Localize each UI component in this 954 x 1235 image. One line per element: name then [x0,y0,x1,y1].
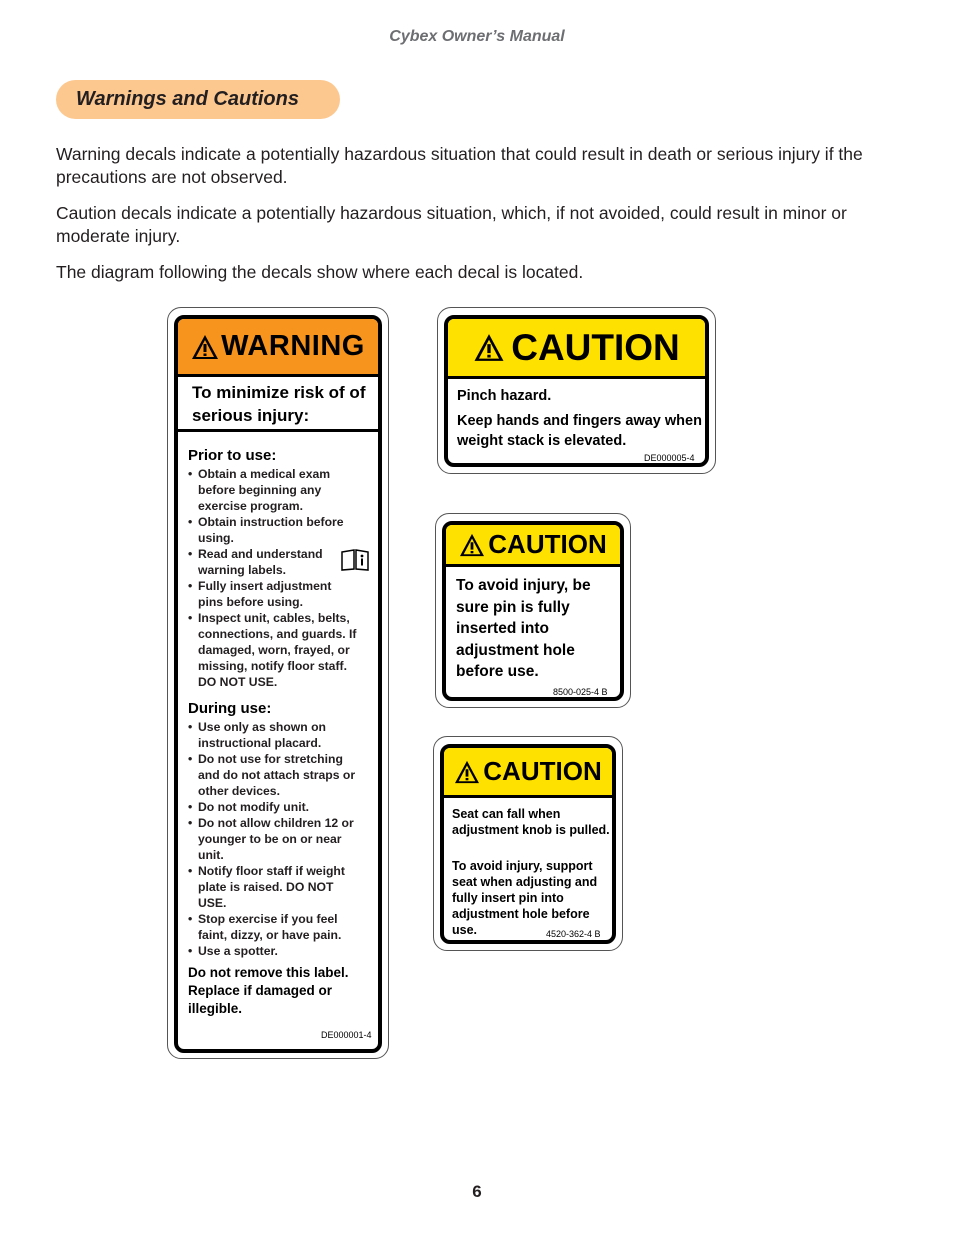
warning-triangle-icon [191,334,219,360]
caution-body: To avoid injury, be sure pin is fully inserted into adjustment hole before use. [456,577,591,680]
read-manual-icon [340,549,370,576]
list-item: • Inspect unit, cables, belts, connections, and guards. If damaged, worn, frayed, or missing, notify floor staff. DO NOT USE. [188,610,358,690]
list-item: • Read and understand warning labels. [188,546,328,578]
list-item: • Do not modify unit. [188,799,358,815]
warning-triangle-icon [459,533,485,557]
list-item: • Do not allow children 12 or younger to be on or near unit. [188,815,358,863]
list-item: • Fully insert adjustment pins before using. [188,578,358,610]
warning-signal-word: WARNING [221,330,365,362]
caution-body-2: To avoid injury, support seat when adjusting and fully insert pin into adjustment hole before use. [452,859,598,937]
caution-signal-word: CAUTION [488,529,607,559]
caution-banner [446,525,620,567]
caution-signal-word: CAUTION [483,756,602,786]
during-use-heading: During use: [188,700,272,717]
list-item: • Stop exercise if you feel faint, dizzy, or have pain. [188,911,358,943]
paragraph-diagram-note: The diagram following the decals show where each decal is located. [56,262,584,282]
warning-triangle-icon [454,760,480,784]
warning-divider [178,429,378,432]
warning-footer: Do not remove this label. Replace if damaged or illegible. [188,965,349,1016]
during-use-list [188,719,358,959]
caution-decal-code: 8500-025-4 B [553,687,608,697]
list-item: • Use a spotter. [188,943,358,959]
caution-line-1: Pinch hazard. [457,388,552,404]
list-item: • Use only as shown on instructional placard. [188,719,358,751]
prior-to-use-list [188,466,358,690]
running-header: Cybex Owner’s Manual [389,28,565,45]
caution-decal-code: DE000005-4 [644,453,695,463]
list-item: • Obtain a medical exam before beginning any exercise program. [188,466,358,514]
caution-decal-pin-insert [435,513,631,708]
warning-banner [178,319,378,377]
warning-decal-code: DE000001-4 [321,1030,372,1040]
page-number: 6 [472,1182,482,1201]
paragraph-warning-definition: Warning decals indicate a potentially hazardous situation that could result in death or serious injury if the precautions are not observed. [56,144,863,187]
caution-line-2: Keep hands and fingers away when weight stack is elevated. [457,413,702,449]
warning-headline: To minimize risk of of serious injury: [192,383,366,425]
caution-signal-word: CAUTION [511,326,680,368]
warning-triangle-icon [473,333,505,362]
section-title: Warnings and Cautions [56,80,340,119]
list-item: • Obtain instruction before using. [188,514,358,546]
warning-decal [167,307,389,1059]
prior-to-use-heading: Prior to use: [188,447,277,464]
caution-decal-code: 4520-362-4 B [546,929,601,939]
list-item: • Notify floor staff if weight plate is raised. DO NOT USE. [188,863,358,911]
caution-banner [444,748,612,798]
caution-body-1: Seat can fall when adjustment knob is pulled. [452,807,610,837]
caution-banner [448,319,705,379]
caution-decal-pinch-hazard [437,307,716,474]
caution-decal-seat-fall [433,736,623,951]
paragraph-caution-definition: Caution decals indicate a potentially hazardous situation, which, if not avoided, could result in minor or moderate injury. [56,203,847,246]
list-item: • Do not use for stretching and do not attach straps or other devices. [188,751,358,799]
